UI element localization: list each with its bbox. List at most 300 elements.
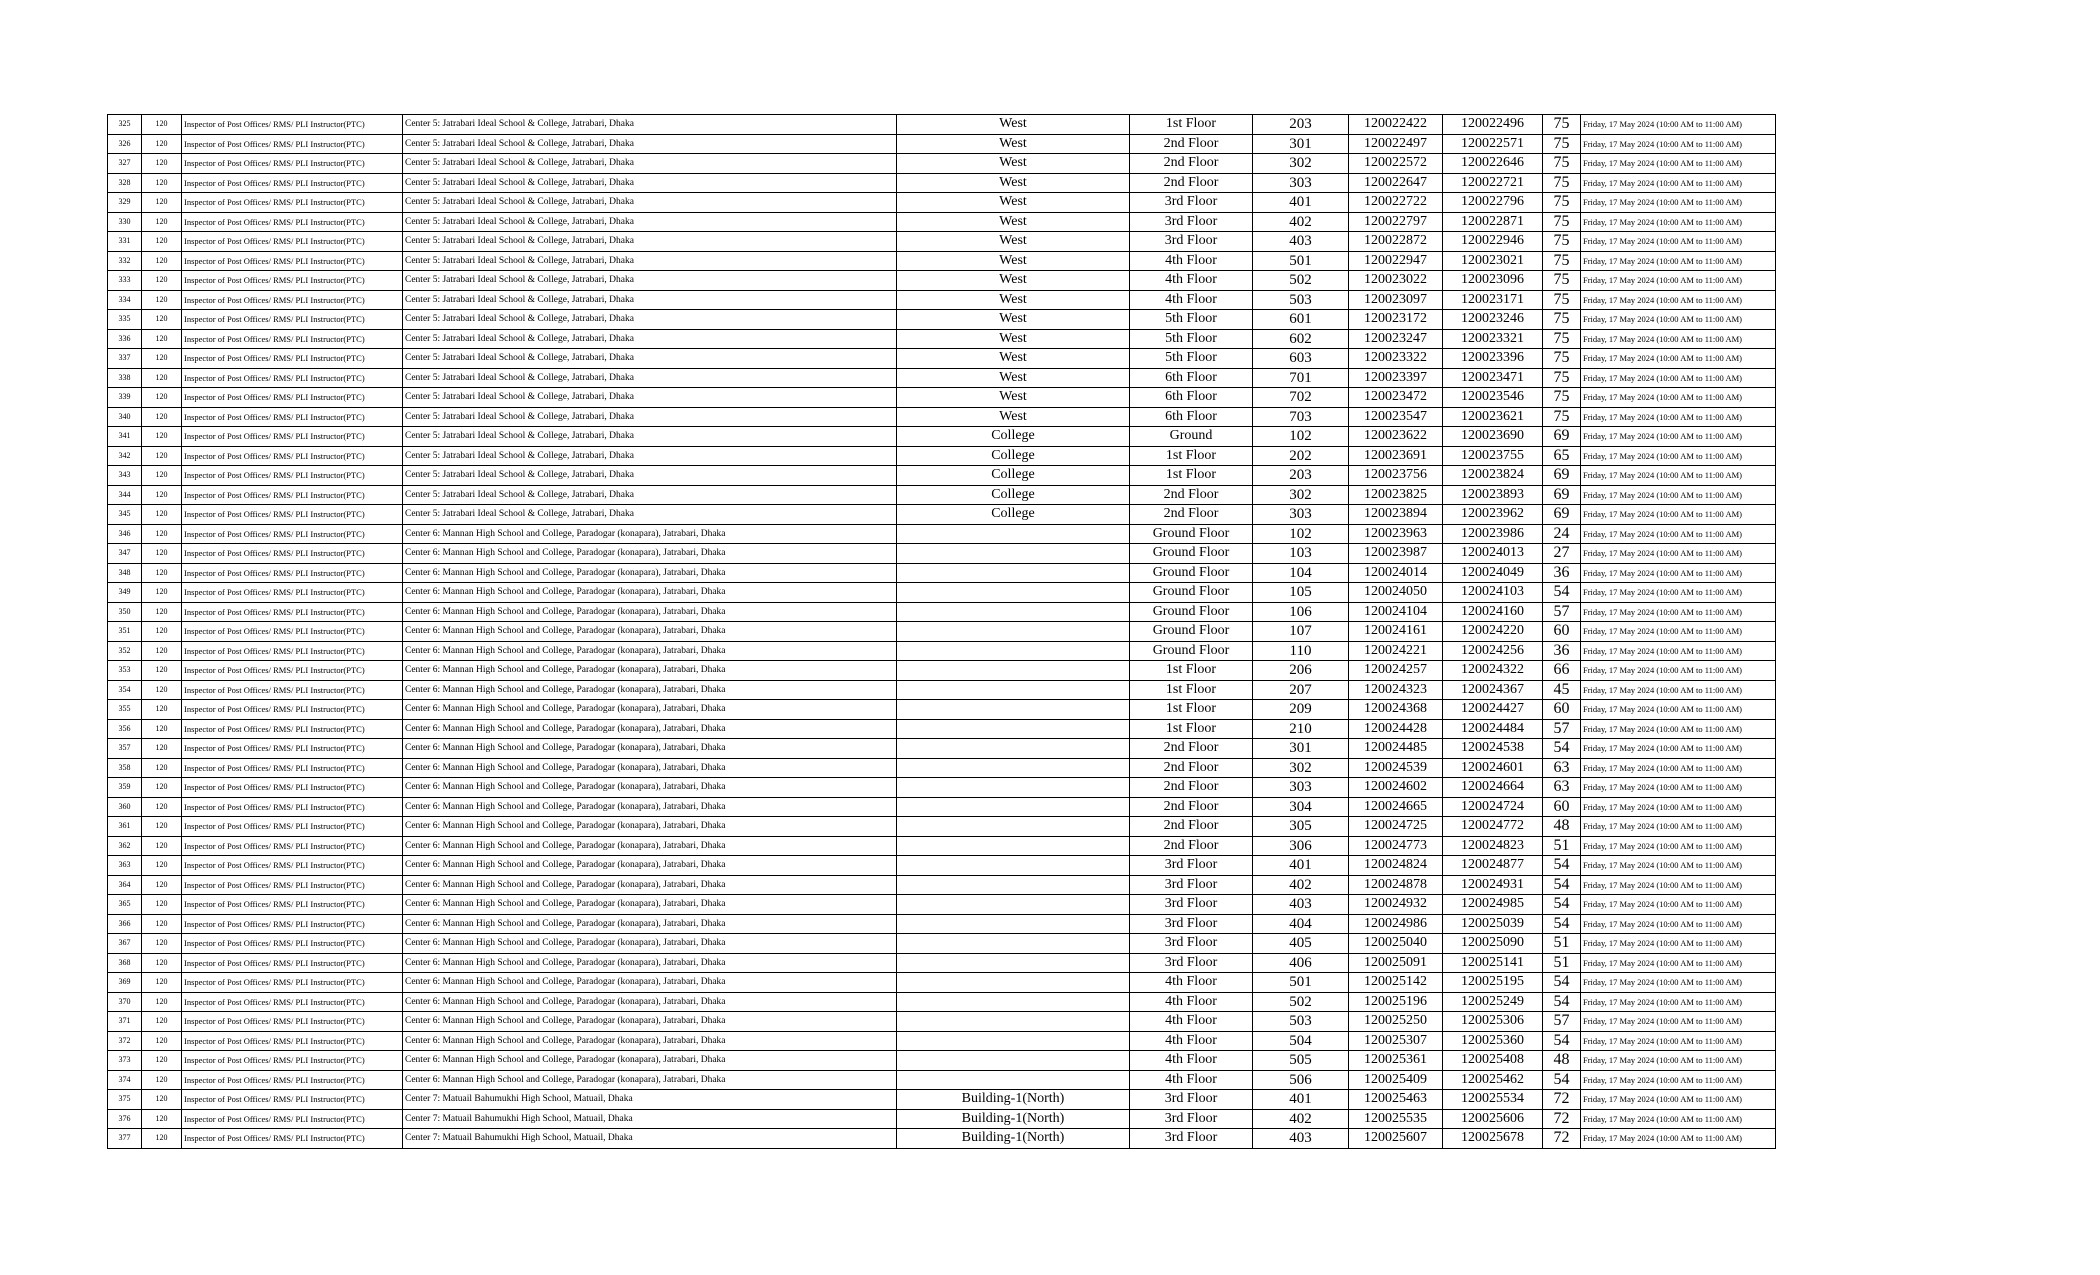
- exam-date-time-cell: Friday, 17 May 2024 (10:00 AM to 11:00 AM): [1581, 212, 1776, 232]
- roll-to-cell: 120024724: [1443, 797, 1543, 817]
- exam-center-cell: Center 6: Mannan High School and College, Paradogar (konapara), Jatrabari, Dhaka: [403, 875, 897, 895]
- table-row: [108, 622, 1776, 642]
- exam-center-cell: Center 6: Mannan High School and College, Paradogar (konapara), Jatrabari, Dhaka: [403, 895, 897, 915]
- room-number-cell: 701: [1253, 368, 1349, 388]
- building-cell: Building-1(North): [897, 1109, 1130, 1129]
- post-name-cell: Inspector of Post Offices/ RMS/ PLI Instructor(PTC): [182, 290, 403, 310]
- roll-from-cell: 120023987: [1349, 544, 1443, 564]
- floor-cell: 3rd Floor: [1130, 193, 1253, 213]
- floor-cell: 6th Floor: [1130, 407, 1253, 427]
- exam-center-cell: Center 6: Mannan High School and College, Paradogar (konapara), Jatrabari, Dhaka: [403, 739, 897, 759]
- post-name-cell: Inspector of Post Offices/ RMS/ PLI Instructor(PTC): [182, 641, 403, 661]
- candidate-count-cell: 24: [1543, 524, 1581, 544]
- post-code-cell: 120: [142, 388, 182, 408]
- serial-number-cell: 328: [108, 173, 142, 193]
- post-code-cell: 120: [142, 563, 182, 583]
- room-number-cell: 702: [1253, 388, 1349, 408]
- candidate-count-cell: 75: [1543, 388, 1581, 408]
- floor-cell: 1st Floor: [1130, 700, 1253, 720]
- candidate-count-cell: 69: [1543, 485, 1581, 505]
- floor-cell: 5th Floor: [1130, 329, 1253, 349]
- roll-to-cell: 120024985: [1443, 895, 1543, 915]
- post-name-cell: Inspector of Post Offices/ RMS/ PLI Instructor(PTC): [182, 622, 403, 642]
- post-code-cell: 120: [142, 505, 182, 525]
- candidate-count-cell: 48: [1543, 1051, 1581, 1071]
- table-row: [108, 154, 1776, 174]
- serial-number-cell: 350: [108, 602, 142, 622]
- floor-cell: Ground Floor: [1130, 622, 1253, 642]
- post-name-cell: Inspector of Post Offices/ RMS/ PLI Instructor(PTC): [182, 875, 403, 895]
- roll-to-cell: 120023546: [1443, 388, 1543, 408]
- candidate-count-cell: 63: [1543, 758, 1581, 778]
- roll-to-cell: 120025141: [1443, 953, 1543, 973]
- seat-plan-table: [107, 114, 1776, 1149]
- building-cell: West: [897, 407, 1130, 427]
- exam-date-time-cell: Friday, 17 May 2024 (10:00 AM to 11:00 AM): [1581, 973, 1776, 993]
- post-name-cell: Inspector of Post Offices/ RMS/ PLI Instructor(PTC): [182, 758, 403, 778]
- exam-center-cell: Center 6: Mannan High School and College, Paradogar (konapara), Jatrabari, Dhaka: [403, 641, 897, 661]
- table-row: [108, 134, 1776, 154]
- room-number-cell: 104: [1253, 563, 1349, 583]
- room-number-cell: 103: [1253, 544, 1349, 564]
- roll-from-cell: 120024323: [1349, 680, 1443, 700]
- exam-date-time-cell: Friday, 17 May 2024 (10:00 AM to 11:00 AM): [1581, 563, 1776, 583]
- serial-number-cell: 367: [108, 934, 142, 954]
- post-name-cell: Inspector of Post Offices/ RMS/ PLI Instructor(PTC): [182, 466, 403, 486]
- candidate-count-cell: 75: [1543, 173, 1581, 193]
- room-number-cell: 206: [1253, 661, 1349, 681]
- floor-cell: 4th Floor: [1130, 973, 1253, 993]
- exam-center-cell: Center 5: Jatrabari Ideal School & College, Jatrabari, Dhaka: [403, 193, 897, 213]
- serial-number-cell: 348: [108, 563, 142, 583]
- building-cell: West: [897, 173, 1130, 193]
- room-number-cell: 405: [1253, 934, 1349, 954]
- exam-date-time-cell: Friday, 17 May 2024 (10:00 AM to 11:00 AM): [1581, 290, 1776, 310]
- floor-cell: 5th Floor: [1130, 349, 1253, 369]
- table-row: [108, 1070, 1776, 1090]
- roll-from-cell: 120025040: [1349, 934, 1443, 954]
- post-name-cell: Inspector of Post Offices/ RMS/ PLI Instructor(PTC): [182, 524, 403, 544]
- post-code-cell: 120: [142, 466, 182, 486]
- candidate-count-cell: 57: [1543, 602, 1581, 622]
- candidate-count-cell: 69: [1543, 505, 1581, 525]
- exam-center-cell: Center 7: Matuail Bahumukhi High School, Matuail, Dhaka: [403, 1090, 897, 1110]
- exam-date-time-cell: Friday, 17 May 2024 (10:00 AM to 11:00 AM): [1581, 680, 1776, 700]
- roll-to-cell: 120024427: [1443, 700, 1543, 720]
- roll-to-cell: 120025534: [1443, 1090, 1543, 1110]
- candidate-count-cell: 75: [1543, 134, 1581, 154]
- roll-from-cell: 120022422: [1349, 115, 1443, 135]
- post-code-cell: 120: [142, 973, 182, 993]
- room-number-cell: 303: [1253, 173, 1349, 193]
- floor-cell: 1st Floor: [1130, 680, 1253, 700]
- exam-center-cell: Center 5: Jatrabari Ideal School & College, Jatrabari, Dhaka: [403, 173, 897, 193]
- floor-cell: 3rd Floor: [1130, 1129, 1253, 1149]
- room-number-cell: 402: [1253, 875, 1349, 895]
- serial-number-cell: 340: [108, 407, 142, 427]
- exam-center-cell: Center 5: Jatrabari Ideal School & College, Jatrabari, Dhaka: [403, 349, 897, 369]
- roll-to-cell: 120023690: [1443, 427, 1543, 447]
- building-cell: [897, 680, 1130, 700]
- candidate-count-cell: 57: [1543, 1012, 1581, 1032]
- post-code-cell: 120: [142, 232, 182, 252]
- roll-to-cell: 120024367: [1443, 680, 1543, 700]
- room-number-cell: 506: [1253, 1070, 1349, 1090]
- exam-date-time-cell: Friday, 17 May 2024 (10:00 AM to 11:00 AM): [1581, 953, 1776, 973]
- building-cell: West: [897, 329, 1130, 349]
- floor-cell: 2nd Floor: [1130, 797, 1253, 817]
- roll-to-cell: 120025678: [1443, 1129, 1543, 1149]
- roll-from-cell: 120023547: [1349, 407, 1443, 427]
- roll-from-cell: 120024428: [1349, 719, 1443, 739]
- post-name-cell: Inspector of Post Offices/ RMS/ PLI Instructor(PTC): [182, 544, 403, 564]
- exam-date-time-cell: Friday, 17 May 2024 (10:00 AM to 11:00 AM): [1581, 622, 1776, 642]
- floor-cell: 3rd Floor: [1130, 934, 1253, 954]
- post-name-cell: Inspector of Post Offices/ RMS/ PLI Instructor(PTC): [182, 232, 403, 252]
- roll-to-cell: 120023893: [1443, 485, 1543, 505]
- roll-to-cell: 120024013: [1443, 544, 1543, 564]
- exam-center-cell: Center 6: Mannan High School and College, Paradogar (konapara), Jatrabari, Dhaka: [403, 602, 897, 622]
- room-number-cell: 403: [1253, 1129, 1349, 1149]
- room-number-cell: 302: [1253, 154, 1349, 174]
- table-row: [108, 1012, 1776, 1032]
- roll-to-cell: 120023171: [1443, 290, 1543, 310]
- exam-date-time-cell: Friday, 17 May 2024 (10:00 AM to 11:00 AM): [1581, 758, 1776, 778]
- exam-date-time-cell: Friday, 17 May 2024 (10:00 AM to 11:00 AM): [1581, 914, 1776, 934]
- serial-number-cell: 347: [108, 544, 142, 564]
- roll-to-cell: 120024256: [1443, 641, 1543, 661]
- post-code-cell: 120: [142, 173, 182, 193]
- post-code-cell: 120: [142, 544, 182, 564]
- serial-number-cell: 364: [108, 875, 142, 895]
- candidate-count-cell: 60: [1543, 622, 1581, 642]
- exam-center-cell: Center 5: Jatrabari Ideal School & College, Jatrabari, Dhaka: [403, 310, 897, 330]
- building-cell: Building-1(North): [897, 1090, 1130, 1110]
- roll-to-cell: 120025039: [1443, 914, 1543, 934]
- post-code-cell: 120: [142, 934, 182, 954]
- roll-from-cell: 120025409: [1349, 1070, 1443, 1090]
- floor-cell: Ground Floor: [1130, 583, 1253, 603]
- building-cell: [897, 953, 1130, 973]
- room-number-cell: 302: [1253, 485, 1349, 505]
- room-number-cell: 603: [1253, 349, 1349, 369]
- post-name-cell: Inspector of Post Offices/ RMS/ PLI Instructor(PTC): [182, 329, 403, 349]
- floor-cell: 2nd Floor: [1130, 134, 1253, 154]
- table-row: [108, 368, 1776, 388]
- roll-from-cell: 120022647: [1349, 173, 1443, 193]
- building-cell: [897, 602, 1130, 622]
- roll-from-cell: 120024221: [1349, 641, 1443, 661]
- table-row: [108, 466, 1776, 486]
- building-cell: [897, 563, 1130, 583]
- roll-to-cell: 120023021: [1443, 251, 1543, 271]
- building-cell: [897, 544, 1130, 564]
- roll-to-cell: 120023246: [1443, 310, 1543, 330]
- post-name-cell: Inspector of Post Offices/ RMS/ PLI Instructor(PTC): [182, 271, 403, 291]
- exam-center-cell: Center 6: Mannan High School and College, Paradogar (konapara), Jatrabari, Dhaka: [403, 934, 897, 954]
- roll-from-cell: 120024014: [1349, 563, 1443, 583]
- exam-date-time-cell: Friday, 17 May 2024 (10:00 AM to 11:00 AM): [1581, 446, 1776, 466]
- post-name-cell: Inspector of Post Offices/ RMS/ PLI Instructor(PTC): [182, 836, 403, 856]
- post-name-cell: Inspector of Post Offices/ RMS/ PLI Instructor(PTC): [182, 388, 403, 408]
- exam-date-time-cell: Friday, 17 May 2024 (10:00 AM to 11:00 AM): [1581, 934, 1776, 954]
- post-code-cell: 120: [142, 700, 182, 720]
- table-row: [108, 700, 1776, 720]
- exam-center-cell: Center 5: Jatrabari Ideal School & College, Jatrabari, Dhaka: [403, 271, 897, 291]
- roll-from-cell: 120024824: [1349, 856, 1443, 876]
- table-row: [108, 1051, 1776, 1071]
- serial-number-cell: 354: [108, 680, 142, 700]
- room-number-cell: 305: [1253, 817, 1349, 837]
- room-number-cell: 503: [1253, 290, 1349, 310]
- serial-number-cell: 345: [108, 505, 142, 525]
- post-code-cell: 120: [142, 739, 182, 759]
- exam-date-time-cell: Friday, 17 May 2024 (10:00 AM to 11:00 AM): [1581, 992, 1776, 1012]
- post-code-cell: 120: [142, 485, 182, 505]
- floor-cell: 6th Floor: [1130, 388, 1253, 408]
- exam-center-cell: Center 5: Jatrabari Ideal School & College, Jatrabari, Dhaka: [403, 466, 897, 486]
- roll-to-cell: 120024220: [1443, 622, 1543, 642]
- exam-date-time-cell: Friday, 17 May 2024 (10:00 AM to 11:00 AM): [1581, 719, 1776, 739]
- candidate-count-cell: 75: [1543, 115, 1581, 135]
- candidate-count-cell: 75: [1543, 251, 1581, 271]
- roll-from-cell: 120023247: [1349, 329, 1443, 349]
- post-name-cell: Inspector of Post Offices/ RMS/ PLI Instructor(PTC): [182, 427, 403, 447]
- post-code-cell: 120: [142, 719, 182, 739]
- floor-cell: 2nd Floor: [1130, 154, 1253, 174]
- candidate-count-cell: 75: [1543, 329, 1581, 349]
- post-code-cell: 120: [142, 680, 182, 700]
- exam-center-cell: Center 5: Jatrabari Ideal School & College, Jatrabari, Dhaka: [403, 115, 897, 135]
- exam-center-cell: Center 6: Mannan High School and College, Paradogar (konapara), Jatrabari, Dhaka: [403, 1012, 897, 1032]
- candidate-count-cell: 54: [1543, 992, 1581, 1012]
- room-number-cell: 602: [1253, 329, 1349, 349]
- floor-cell: 4th Floor: [1130, 992, 1253, 1012]
- room-number-cell: 209: [1253, 700, 1349, 720]
- building-cell: College: [897, 485, 1130, 505]
- candidate-count-cell: 75: [1543, 290, 1581, 310]
- exam-date-time-cell: Friday, 17 May 2024 (10:00 AM to 11:00 AM): [1581, 505, 1776, 525]
- exam-date-time-cell: Friday, 17 May 2024 (10:00 AM to 11:00 AM): [1581, 368, 1776, 388]
- roll-from-cell: 120024986: [1349, 914, 1443, 934]
- room-number-cell: 303: [1253, 505, 1349, 525]
- exam-date-time-cell: Friday, 17 May 2024 (10:00 AM to 11:00 AM): [1581, 154, 1776, 174]
- candidate-count-cell: 51: [1543, 934, 1581, 954]
- roll-from-cell: 120023756: [1349, 466, 1443, 486]
- exam-center-cell: Center 6: Mannan High School and College, Paradogar (konapara), Jatrabari, Dhaka: [403, 836, 897, 856]
- table-row: [108, 856, 1776, 876]
- roll-from-cell: 120024050: [1349, 583, 1443, 603]
- post-code-cell: 120: [142, 797, 182, 817]
- post-name-cell: Inspector of Post Offices/ RMS/ PLI Instructor(PTC): [182, 407, 403, 427]
- floor-cell: 1st Floor: [1130, 446, 1253, 466]
- table-row: [108, 1109, 1776, 1129]
- floor-cell: Ground: [1130, 427, 1253, 447]
- building-cell: [897, 583, 1130, 603]
- table-row: [108, 641, 1776, 661]
- serial-number-cell: 330: [108, 212, 142, 232]
- post-code-cell: 120: [142, 290, 182, 310]
- post-code-cell: 120: [142, 602, 182, 622]
- floor-cell: 3rd Floor: [1130, 232, 1253, 252]
- roll-to-cell: 120025606: [1443, 1109, 1543, 1129]
- candidate-count-cell: 54: [1543, 914, 1581, 934]
- post-name-cell: Inspector of Post Offices/ RMS/ PLI Instructor(PTC): [182, 212, 403, 232]
- post-code-cell: 120: [142, 758, 182, 778]
- floor-cell: 5th Floor: [1130, 310, 1253, 330]
- building-cell: [897, 836, 1130, 856]
- exam-date-time-cell: Friday, 17 May 2024 (10:00 AM to 11:00 AM): [1581, 173, 1776, 193]
- serial-number-cell: 375: [108, 1090, 142, 1110]
- roll-to-cell: 120025360: [1443, 1031, 1543, 1051]
- building-cell: [897, 1012, 1130, 1032]
- serial-number-cell: 337: [108, 349, 142, 369]
- room-number-cell: 203: [1253, 115, 1349, 135]
- floor-cell: Ground Floor: [1130, 641, 1253, 661]
- serial-number-cell: 365: [108, 895, 142, 915]
- room-number-cell: 504: [1253, 1031, 1349, 1051]
- post-code-cell: 120: [142, 1109, 182, 1129]
- table-row: [108, 485, 1776, 505]
- table-row: [108, 583, 1776, 603]
- exam-center-cell: Center 6: Mannan High School and College, Paradogar (konapara), Jatrabari, Dhaka: [403, 778, 897, 798]
- table-row: [108, 173, 1776, 193]
- roll-to-cell: 120024931: [1443, 875, 1543, 895]
- exam-date-time-cell: Friday, 17 May 2024 (10:00 AM to 11:00 AM): [1581, 544, 1776, 564]
- post-name-cell: Inspector of Post Offices/ RMS/ PLI Instructor(PTC): [182, 953, 403, 973]
- post-code-cell: 120: [142, 1051, 182, 1071]
- serial-number-cell: 346: [108, 524, 142, 544]
- post-code-cell: 120: [142, 427, 182, 447]
- exam-date-time-cell: Friday, 17 May 2024 (10:00 AM to 11:00 AM): [1581, 427, 1776, 447]
- floor-cell: 1st Floor: [1130, 719, 1253, 739]
- roll-to-cell: 120025249: [1443, 992, 1543, 1012]
- candidate-count-cell: 69: [1543, 427, 1581, 447]
- floor-cell: 3rd Floor: [1130, 875, 1253, 895]
- exam-center-cell: Center 5: Jatrabari Ideal School & College, Jatrabari, Dhaka: [403, 154, 897, 174]
- post-name-cell: Inspector of Post Offices/ RMS/ PLI Instructor(PTC): [182, 680, 403, 700]
- exam-date-time-cell: Friday, 17 May 2024 (10:00 AM to 11:00 AM): [1581, 134, 1776, 154]
- post-code-cell: 120: [142, 622, 182, 642]
- post-code-cell: 120: [142, 407, 182, 427]
- exam-center-cell: Center 6: Mannan High School and College, Paradogar (konapara), Jatrabari, Dhaka: [403, 758, 897, 778]
- room-number-cell: 601: [1253, 310, 1349, 330]
- exam-center-cell: Center 6: Mannan High School and College, Paradogar (konapara), Jatrabari, Dhaka: [403, 680, 897, 700]
- post-code-cell: 120: [142, 1031, 182, 1051]
- roll-to-cell: 120024538: [1443, 739, 1543, 759]
- serial-number-cell: 372: [108, 1031, 142, 1051]
- serial-number-cell: 342: [108, 446, 142, 466]
- exam-date-time-cell: Friday, 17 May 2024 (10:00 AM to 11:00 AM): [1581, 388, 1776, 408]
- post-name-cell: Inspector of Post Offices/ RMS/ PLI Instructor(PTC): [182, 700, 403, 720]
- roll-to-cell: 120022946: [1443, 232, 1543, 252]
- post-name-cell: Inspector of Post Offices/ RMS/ PLI Instructor(PTC): [182, 251, 403, 271]
- candidate-count-cell: 54: [1543, 875, 1581, 895]
- exam-center-cell: Center 5: Jatrabari Ideal School & College, Jatrabari, Dhaka: [403, 232, 897, 252]
- post-name-cell: Inspector of Post Offices/ RMS/ PLI Instructor(PTC): [182, 817, 403, 837]
- table-row: [108, 388, 1776, 408]
- exam-date-time-cell: Friday, 17 May 2024 (10:00 AM to 11:00 AM): [1581, 524, 1776, 544]
- exam-center-cell: Center 5: Jatrabari Ideal School & College, Jatrabari, Dhaka: [403, 505, 897, 525]
- post-code-cell: 120: [142, 193, 182, 213]
- candidate-count-cell: 36: [1543, 563, 1581, 583]
- floor-cell: 2nd Floor: [1130, 739, 1253, 759]
- room-number-cell: 403: [1253, 232, 1349, 252]
- roll-to-cell: 120025306: [1443, 1012, 1543, 1032]
- post-name-cell: Inspector of Post Offices/ RMS/ PLI Instructor(PTC): [182, 895, 403, 915]
- floor-cell: Ground Floor: [1130, 524, 1253, 544]
- roll-from-cell: 120025607: [1349, 1129, 1443, 1149]
- table-row: [108, 193, 1776, 213]
- room-number-cell: 202: [1253, 446, 1349, 466]
- candidate-count-cell: 54: [1543, 739, 1581, 759]
- post-name-cell: Inspector of Post Offices/ RMS/ PLI Instructor(PTC): [182, 1109, 403, 1129]
- exam-center-cell: Center 6: Mannan High School and College, Paradogar (konapara), Jatrabari, Dhaka: [403, 583, 897, 603]
- exam-center-cell: Center 6: Mannan High School and College, Paradogar (konapara), Jatrabari, Dhaka: [403, 524, 897, 544]
- building-cell: West: [897, 115, 1130, 135]
- serial-number-cell: 327: [108, 154, 142, 174]
- table-row: [108, 953, 1776, 973]
- building-cell: [897, 622, 1130, 642]
- roll-from-cell: 120024161: [1349, 622, 1443, 642]
- table-row: [108, 505, 1776, 525]
- exam-center-cell: Center 5: Jatrabari Ideal School & College, Jatrabari, Dhaka: [403, 134, 897, 154]
- room-number-cell: 102: [1253, 427, 1349, 447]
- floor-cell: 4th Floor: [1130, 1051, 1253, 1071]
- post-name-cell: Inspector of Post Offices/ RMS/ PLI Instructor(PTC): [182, 797, 403, 817]
- post-code-cell: 120: [142, 1090, 182, 1110]
- candidate-count-cell: 75: [1543, 271, 1581, 291]
- exam-center-cell: Center 5: Jatrabari Ideal School & College, Jatrabari, Dhaka: [403, 329, 897, 349]
- floor-cell: 3rd Floor: [1130, 953, 1253, 973]
- exam-center-cell: Center 6: Mannan High School and College, Paradogar (konapara), Jatrabari, Dhaka: [403, 914, 897, 934]
- room-number-cell: 107: [1253, 622, 1349, 642]
- table-row: [108, 992, 1776, 1012]
- roll-to-cell: 120023986: [1443, 524, 1543, 544]
- building-cell: West: [897, 154, 1130, 174]
- table-row: [108, 329, 1776, 349]
- candidate-count-cell: 51: [1543, 953, 1581, 973]
- table-row: [108, 973, 1776, 993]
- room-number-cell: 210: [1253, 719, 1349, 739]
- serial-number-cell: 326: [108, 134, 142, 154]
- candidate-count-cell: 54: [1543, 856, 1581, 876]
- room-number-cell: 306: [1253, 836, 1349, 856]
- post-code-cell: 120: [142, 446, 182, 466]
- floor-cell: 4th Floor: [1130, 271, 1253, 291]
- post-name-cell: Inspector of Post Offices/ RMS/ PLI Instructor(PTC): [182, 310, 403, 330]
- exam-center-cell: Center 6: Mannan High School and College, Paradogar (konapara), Jatrabari, Dhaka: [403, 1070, 897, 1090]
- roll-to-cell: 120024664: [1443, 778, 1543, 798]
- post-code-cell: 120: [142, 661, 182, 681]
- post-code-cell: 120: [142, 583, 182, 603]
- serial-number-cell: 362: [108, 836, 142, 856]
- exam-date-time-cell: Friday, 17 May 2024 (10:00 AM to 11:00 AM): [1581, 407, 1776, 427]
- roll-to-cell: 120025408: [1443, 1051, 1543, 1071]
- serial-number-cell: 335: [108, 310, 142, 330]
- room-number-cell: 401: [1253, 856, 1349, 876]
- room-number-cell: 302: [1253, 758, 1349, 778]
- table-row: [108, 719, 1776, 739]
- building-cell: [897, 758, 1130, 778]
- exam-date-time-cell: Friday, 17 May 2024 (10:00 AM to 11:00 AM): [1581, 602, 1776, 622]
- candidate-count-cell: 72: [1543, 1090, 1581, 1110]
- candidate-count-cell: 51: [1543, 836, 1581, 856]
- floor-cell: 3rd Floor: [1130, 895, 1253, 915]
- room-number-cell: 505: [1253, 1051, 1349, 1071]
- exam-date-time-cell: Friday, 17 May 2024 (10:00 AM to 11:00 AM): [1581, 700, 1776, 720]
- post-code-cell: 120: [142, 329, 182, 349]
